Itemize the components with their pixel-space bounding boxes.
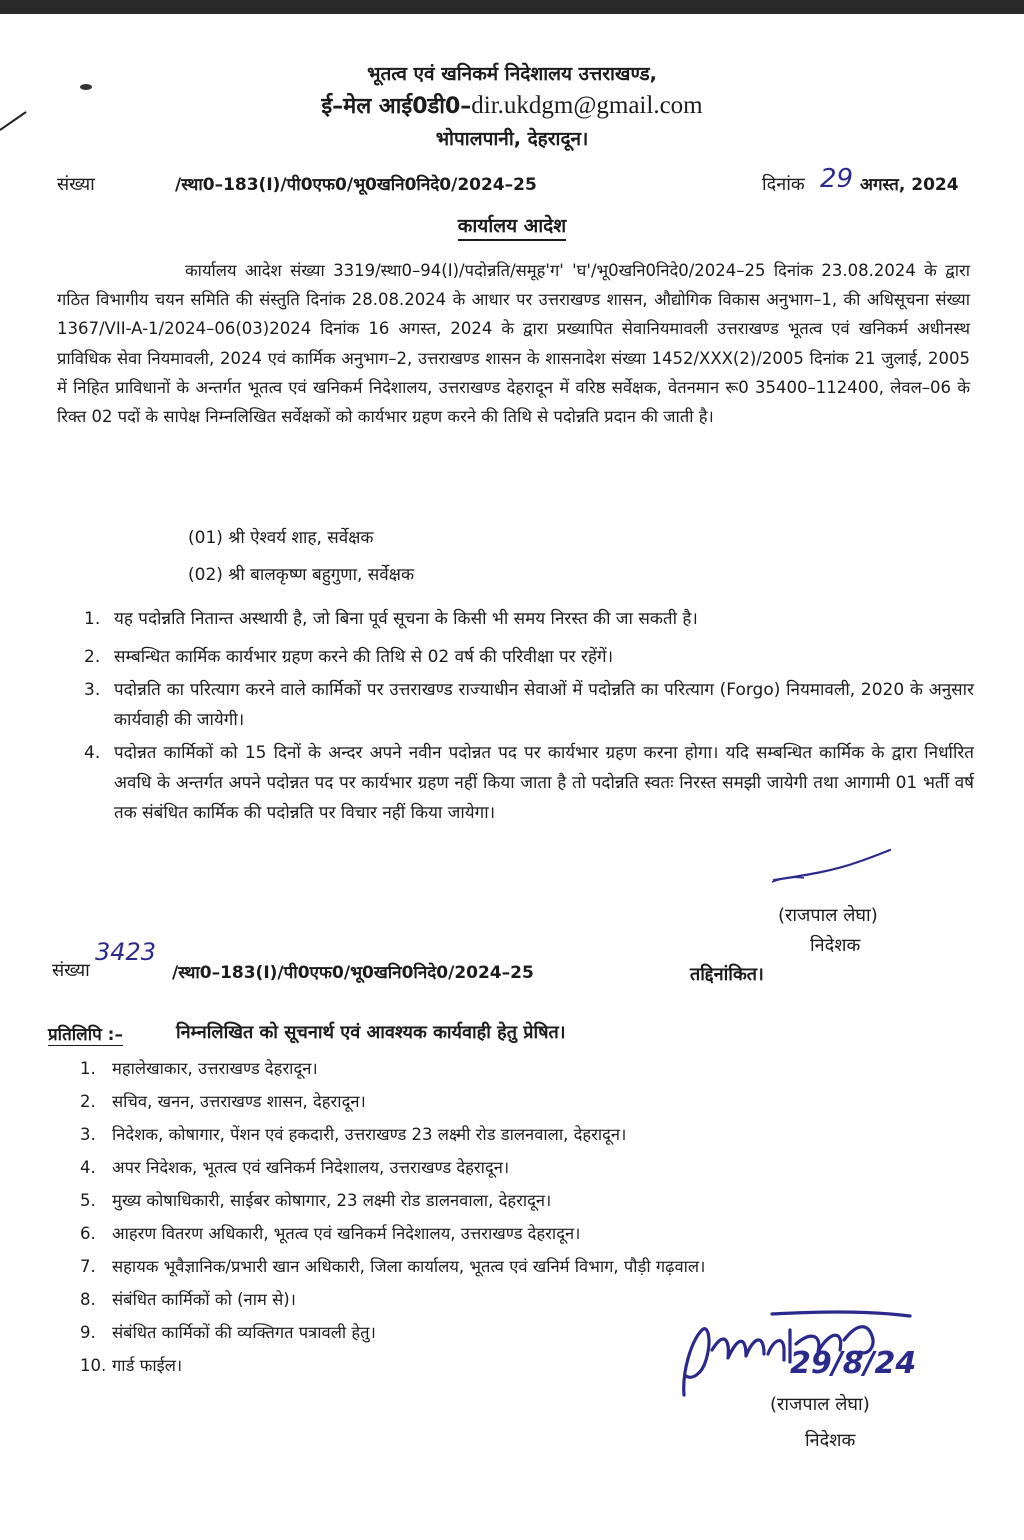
copy-item-text: संबंधित कार्मिकों की व्यक्तिगत पत्रावली हेतु।	[112, 1323, 376, 1342]
document-title-text: कार्यालय आदेश	[458, 215, 566, 241]
copy-recipient-5	[80, 1188, 551, 1211]
condition-item-3	[84, 675, 974, 739]
reference2-number: /स्था0–183(I)/पी0एफ0/भू0खनि0निदे0/2024–25	[172, 963, 534, 983]
signatory-name: (राजपाल लेघा)	[778, 905, 878, 926]
copy-item-text: सहायक भूवैज्ञानिक/प्रभारी खान अधिकारी, जिला कार्यालय, भूतत्व एवं खनिर्म विभाग, पौड़ी गढ़वाल।	[112, 1257, 706, 1276]
document-title	[0, 212, 1024, 238]
copy-heading: निम्नलिखित को सूचनार्थ एवं आवश्यक कार्यवाही हेतु प्रेषित।	[176, 1022, 566, 1043]
copy-item-text: सचिव, खनन, उत्तराखण्ड शासन, देहरादून।	[112, 1092, 366, 1111]
copy-recipient-10	[80, 1353, 182, 1376]
email-address: dir.ukdgm@gmail.com	[471, 92, 703, 119]
copy-recipient-9	[80, 1320, 376, 1343]
condition-number: 2.	[84, 647, 101, 667]
reference2-date: तद्दिनांकित।	[690, 964, 764, 985]
signature-stroke-1	[770, 848, 895, 888]
signatory-designation-2: निदेशक	[805, 1430, 856, 1451]
condition-item-2	[84, 642, 974, 674]
promotee-2: (02) श्री बालकृष्ण बहुगुणा, सर्वेक्षक	[188, 565, 414, 585]
condition-text: पदोन्नति का परित्याग करने वाले कार्मिकों पर उत्तराखण्ड राज्याधीन सेवाओं में पदोन्नति का परित्याग (Forgo) नियमावली, 2020 के अनुसार कार्यवाही की जायेगी।	[114, 680, 974, 730]
copy-recipient-7	[80, 1254, 705, 1277]
date-label: दिनांक	[762, 174, 805, 195]
copy-item-text: निदेशक, कोषागार, पेंशन एवं हकदारी, उत्तराखण्ड 23 लक्ष्मी रोड डालनवाला, देहरादून।	[112, 1125, 627, 1144]
copy-recipient-1	[80, 1056, 318, 1079]
condition-text: पदोन्नत कार्मिकों को 15 दिनों के अन्दर अपने नवीन पदोन्नत पद पर कार्यभार ग्रहण करना होगा। यदि सम्बन्धित कार्मिक के द्वारा निर्धारित अवधि के अन्तर्गत अपने पदोन्नत पद पर कार्यभार ग्रहण नहीं किया जाता है तो पदोन्नति स्वतः निरस्त समझी जायेगी तथा आगामी 01 भर्ती वर्ष तक संबंधित कार्मिक की पदोन्नति पर विचार नहीं किया जायेगा।	[114, 743, 974, 823]
copy-item-text: मुख्य कोषाधिकारी, साईबर कोषागार, 23 लक्ष्मी रोड डालनवाला, देहरादून।	[112, 1191, 552, 1210]
condition-number: 3.	[84, 680, 101, 700]
order-body-text: कार्यालय आदेश संख्या 3319/स्था0–94(I)/पदोन्नति/समूह'ग' 'घ'/भू0खनि0निदे0/2024–25 दिनांक 23.08.2024 के द्वारा गठित विभागीय चयन समिति की संस्तुति दिनांक 28.08.2024 के आधार पर उत्तराखण्ड शासन, औद्योगिक विकास अनुभाग–1, की अधिसूचना संख्या 1367/VII-A-1/2024–06(03)2024 दिनांक 16 अगस्त, 2024 के द्वारा प्रख्यापित सेवानियमावली उत्तराखण्ड भूतत्व एवं खनिकर्म अधीनस्थ प्राविधिक सेवा नियमावली, 2024 एवं कार्मिक अनुभाग–2, उत्तराखण्ड शासन के शासनादेश संख्या 1452/XXX(2)/2005 दिनांक 21 जुलाई, 2005 में निहित प्राविधानों के अन्तर्गत भूतत्व एवं खनिकर्म निदेशालय, उत्तराखण्ड देहरादून में वरिष्ठ सर्वेक्षक, वेतनमान रू0 35400–112400, लेवल–06 के रिक्त 02 पदों के सापेक्ष निम्नलिखित सर्वेक्षकों को कार्यभार ग्रहण करने की तिथि से पदोन्नति प्रदान की जाती है।	[57, 261, 970, 427]
copy-recipient-6	[80, 1221, 580, 1244]
condition-text: यह पदोन्नति नितान्त अस्थायी है, जो बिना पूर्व सूचना के किसी भी समय निरस्त की जा सकती है।	[114, 609, 698, 629]
order-body-paragraph	[57, 256, 970, 431]
copy-item-number: 1.	[80, 1059, 96, 1078]
condition-item-4	[84, 738, 974, 862]
copy-item-number: 5.	[80, 1191, 96, 1210]
copy-label: प्रतिलिपि :–	[48, 1022, 123, 1046]
condition-text: सम्बन्धित कार्मिक कार्यभार ग्रहण करने की तिथि से 02 वर्ष की परिवीक्षा पर रहेंगें।	[114, 647, 614, 667]
copy-item-number: 2.	[80, 1092, 96, 1111]
copy-item-text: महालेखाकार, उत्तराखण्ड देहरादून।	[112, 1059, 318, 1078]
promotee-1: (01) श्री ऐश्वर्य शाह, सर्वेक्षक	[188, 528, 374, 548]
copy-recipient-2	[80, 1089, 366, 1112]
copy-item-text: गार्ड फाईल।	[112, 1356, 183, 1375]
reference-label: संख्या	[57, 174, 95, 195]
email-prefix: ई–मेल आई0डी0–	[321, 94, 472, 119]
copy-recipient-3	[80, 1122, 626, 1145]
handwritten-dispatch-number: 3423	[95, 938, 157, 966]
reference2-label: संख्या	[52, 960, 90, 981]
date-rest: अगस्त, 2024	[860, 175, 959, 195]
copy-item-number: 9.	[80, 1323, 96, 1342]
reference-number: /स्था0–183(I)/पी0एफ0/भू0खनि0निदे0/2024–25	[175, 175, 537, 195]
copy-item-number: 10.	[80, 1356, 107, 1375]
copy-item-text: संबंधित कार्मिकों को (नाम से)।	[112, 1290, 296, 1309]
department-address: भोपालपानी, देहरादून।	[435, 128, 589, 150]
copy-item-number: 4.	[80, 1158, 96, 1177]
copy-item-number: 7.	[80, 1257, 96, 1276]
signatory-name-2: (राजपाल लेघा)	[770, 1394, 870, 1415]
condition-number: 1.	[84, 609, 101, 629]
copy-recipient-8	[80, 1287, 296, 1310]
copy-item-text: अपर निदेशक, भूतत्व एवं खनिकर्म निदेशालय, उत्तराखण्ड देहरादून।	[112, 1158, 510, 1177]
signatory-designation: निदेशक	[810, 935, 861, 956]
department-name: भूतत्व एवं खनिकर्म निदेशालय उत्तराखण्ड,	[367, 63, 657, 85]
email-line	[0, 90, 1024, 120]
condition-item-1	[84, 604, 974, 636]
copy-item-number: 8.	[80, 1290, 96, 1309]
handwritten-signature-date: 29/8/24	[790, 1346, 917, 1381]
copy-item-number: 3.	[80, 1125, 96, 1144]
copy-item-number: 6.	[80, 1224, 96, 1243]
copy-item-text: आहरण वितरण अधिकारी, भूतत्व एवं खनिकर्म निदेशालय, उत्तराखण्ड देहरादून।	[112, 1224, 581, 1243]
copy-recipient-4	[80, 1155, 509, 1178]
handwritten-date-day: 29	[820, 164, 854, 194]
condition-number: 4.	[84, 743, 101, 763]
